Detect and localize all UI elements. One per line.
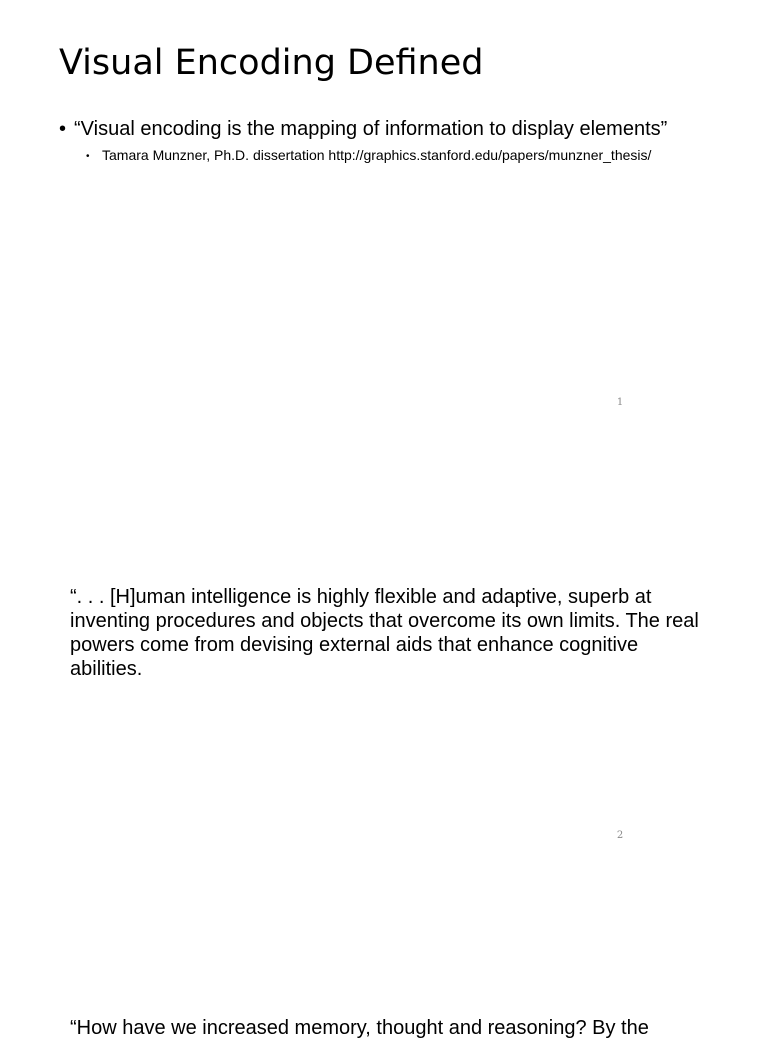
quote-text: “. . . [H]uman intelligence is highly flexible and adaptive, superb at inventing procedures and objects that overcome its own limits. The real powers come from devising external aids that enhance cognitive abilities. <box>70 586 699 680</box>
page-number: 1 <box>616 397 624 408</box>
page-number: 2 <box>616 830 624 841</box>
slide-1 <box>0 0 768 433</box>
slide-3 <box>0 866 768 1039</box>
bullet-dot-icon: • <box>59 118 67 140</box>
quote-text: “How have we increased memory, thought and reasoning? By the <box>70 1017 649 1039</box>
sub-bullet-text: Tamara Munzner, Ph.D. dissertation http://graphics.stanford.edu/papers/munzner_thesis/ <box>102 147 652 163</box>
sub-bullet-item <box>86 146 651 166</box>
bullet-text: “Visual encoding is the mapping of information to display elements” <box>74 118 668 140</box>
slide-2 <box>0 433 768 866</box>
slide-title: Visual Encoding Defined <box>59 43 484 83</box>
bullet-dot-icon: • <box>86 151 90 162</box>
bullet-item <box>59 116 667 142</box>
